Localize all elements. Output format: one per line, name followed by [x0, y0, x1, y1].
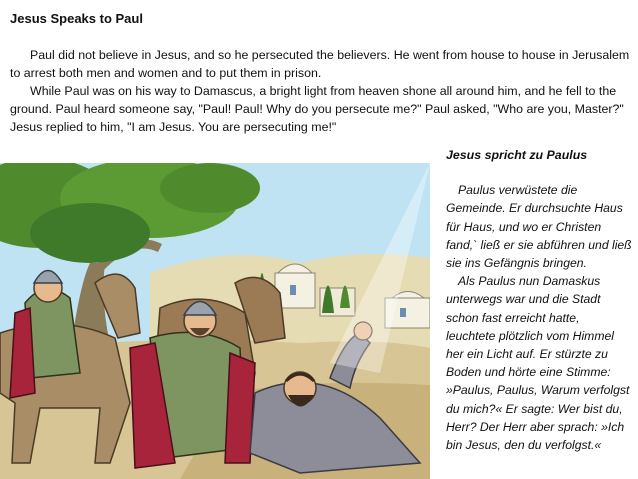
german-paragraph-1: Paulus verwüstete die Gemeinde. Er durchsuchte Haus für Haus, und wo er Christen fand,` ließ er sie abführen und ließ sie ins Gefängnis bringen. — [446, 183, 632, 271]
german-text-column — [446, 146, 632, 454]
road-to-damascus-illustration — [0, 163, 430, 479]
english-paragraph-1: Paul did not believe in Jesus, and so he persecuted the believers. He went from house to house in Jerusalem to arrest both men and women and to put them in prison. — [10, 48, 630, 80]
english-paragraph-2: While Paul was on his way to Damascus, a bright light from heaven shone all around him, and he fell to the ground. Paul heard someone say, "Paul! Paul! Why do you persecute me?" Paul asked, "Who are you, Master?" Jesus replied to him, "I am Jesus. You are persecuting me!" — [10, 84, 624, 134]
german-paragraph-2: Als Paulus nun Damaskus unterwegs war und die Stadt schon fast erreicht hatte, leuchtete plötzlich vom Himmel her ein Licht auf. Er stürzte zu Boden und hörte eine Stimme: »Paulus, Paulus, Warum verfolgst du mich?« Er sagte: Wer bist du, Herr? Der Herr aber sprach: »Ich bin Jesus, den du verfolgst.« — [446, 274, 630, 453]
english-title: Jesus Speaks to Paul — [10, 11, 143, 26]
english-body — [10, 46, 630, 136]
german-title: Jesus spricht zu Paulus — [446, 148, 588, 162]
